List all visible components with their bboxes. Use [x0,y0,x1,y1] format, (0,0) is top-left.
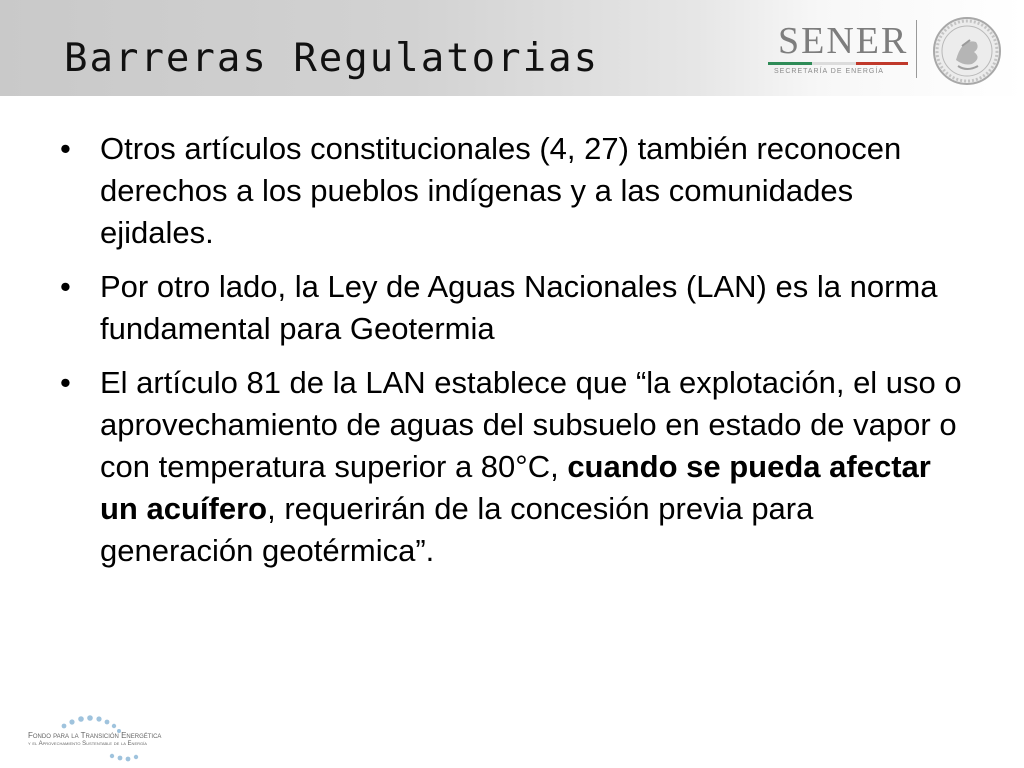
bullet-text-bold: cuando se pueda afectar un acuífero [100,449,931,526]
bullet-dot: • [60,131,71,166]
mexico-national-seal-icon [932,16,1002,86]
bullet-text: Otros artículos constitucionales (4, 27) también reconocen derechos a los pueblos indígenas y a las comunidades ejidales. [100,131,902,250]
logo-divider [916,20,917,78]
bullet-text-part1: El artículo 81 de la LAN establece que “la explotación, el uso o aprovechamiento de aguas del subsuelo en estado de vapor o con temperatura superior a 80°C, [100,365,962,484]
sener-flag-stripes [768,62,908,65]
slide-title: Barreras Regulatorias [64,36,600,81]
bullet-dot: • [60,365,71,400]
fund-name-line2: y el Aprovechamiento Sustentable de la Energía [28,741,147,747]
bullet-text [100,365,962,568]
bullet-text-part2: , requerirán de la concesión previa para generación geotérmica”. [100,491,814,568]
logo-area [760,16,1014,88]
fund-logo [28,712,268,764]
bullet-text: Por otro lado, la Ley de Aguas Nacionales (LAN) es la norma fundamental para Geotermia [100,269,938,346]
sener-logo-text: SENER [778,20,909,62]
bullet-item [60,128,970,254]
bullet-list [60,128,970,584]
sener-subtitle: SECRETARÍA DE ENERGÍA [774,68,884,75]
bullet-dot: • [60,269,71,304]
bullet-item [60,266,970,350]
fund-name-line1: Fondo para la Transición Energética [28,731,162,740]
bullet-item [60,362,970,572]
